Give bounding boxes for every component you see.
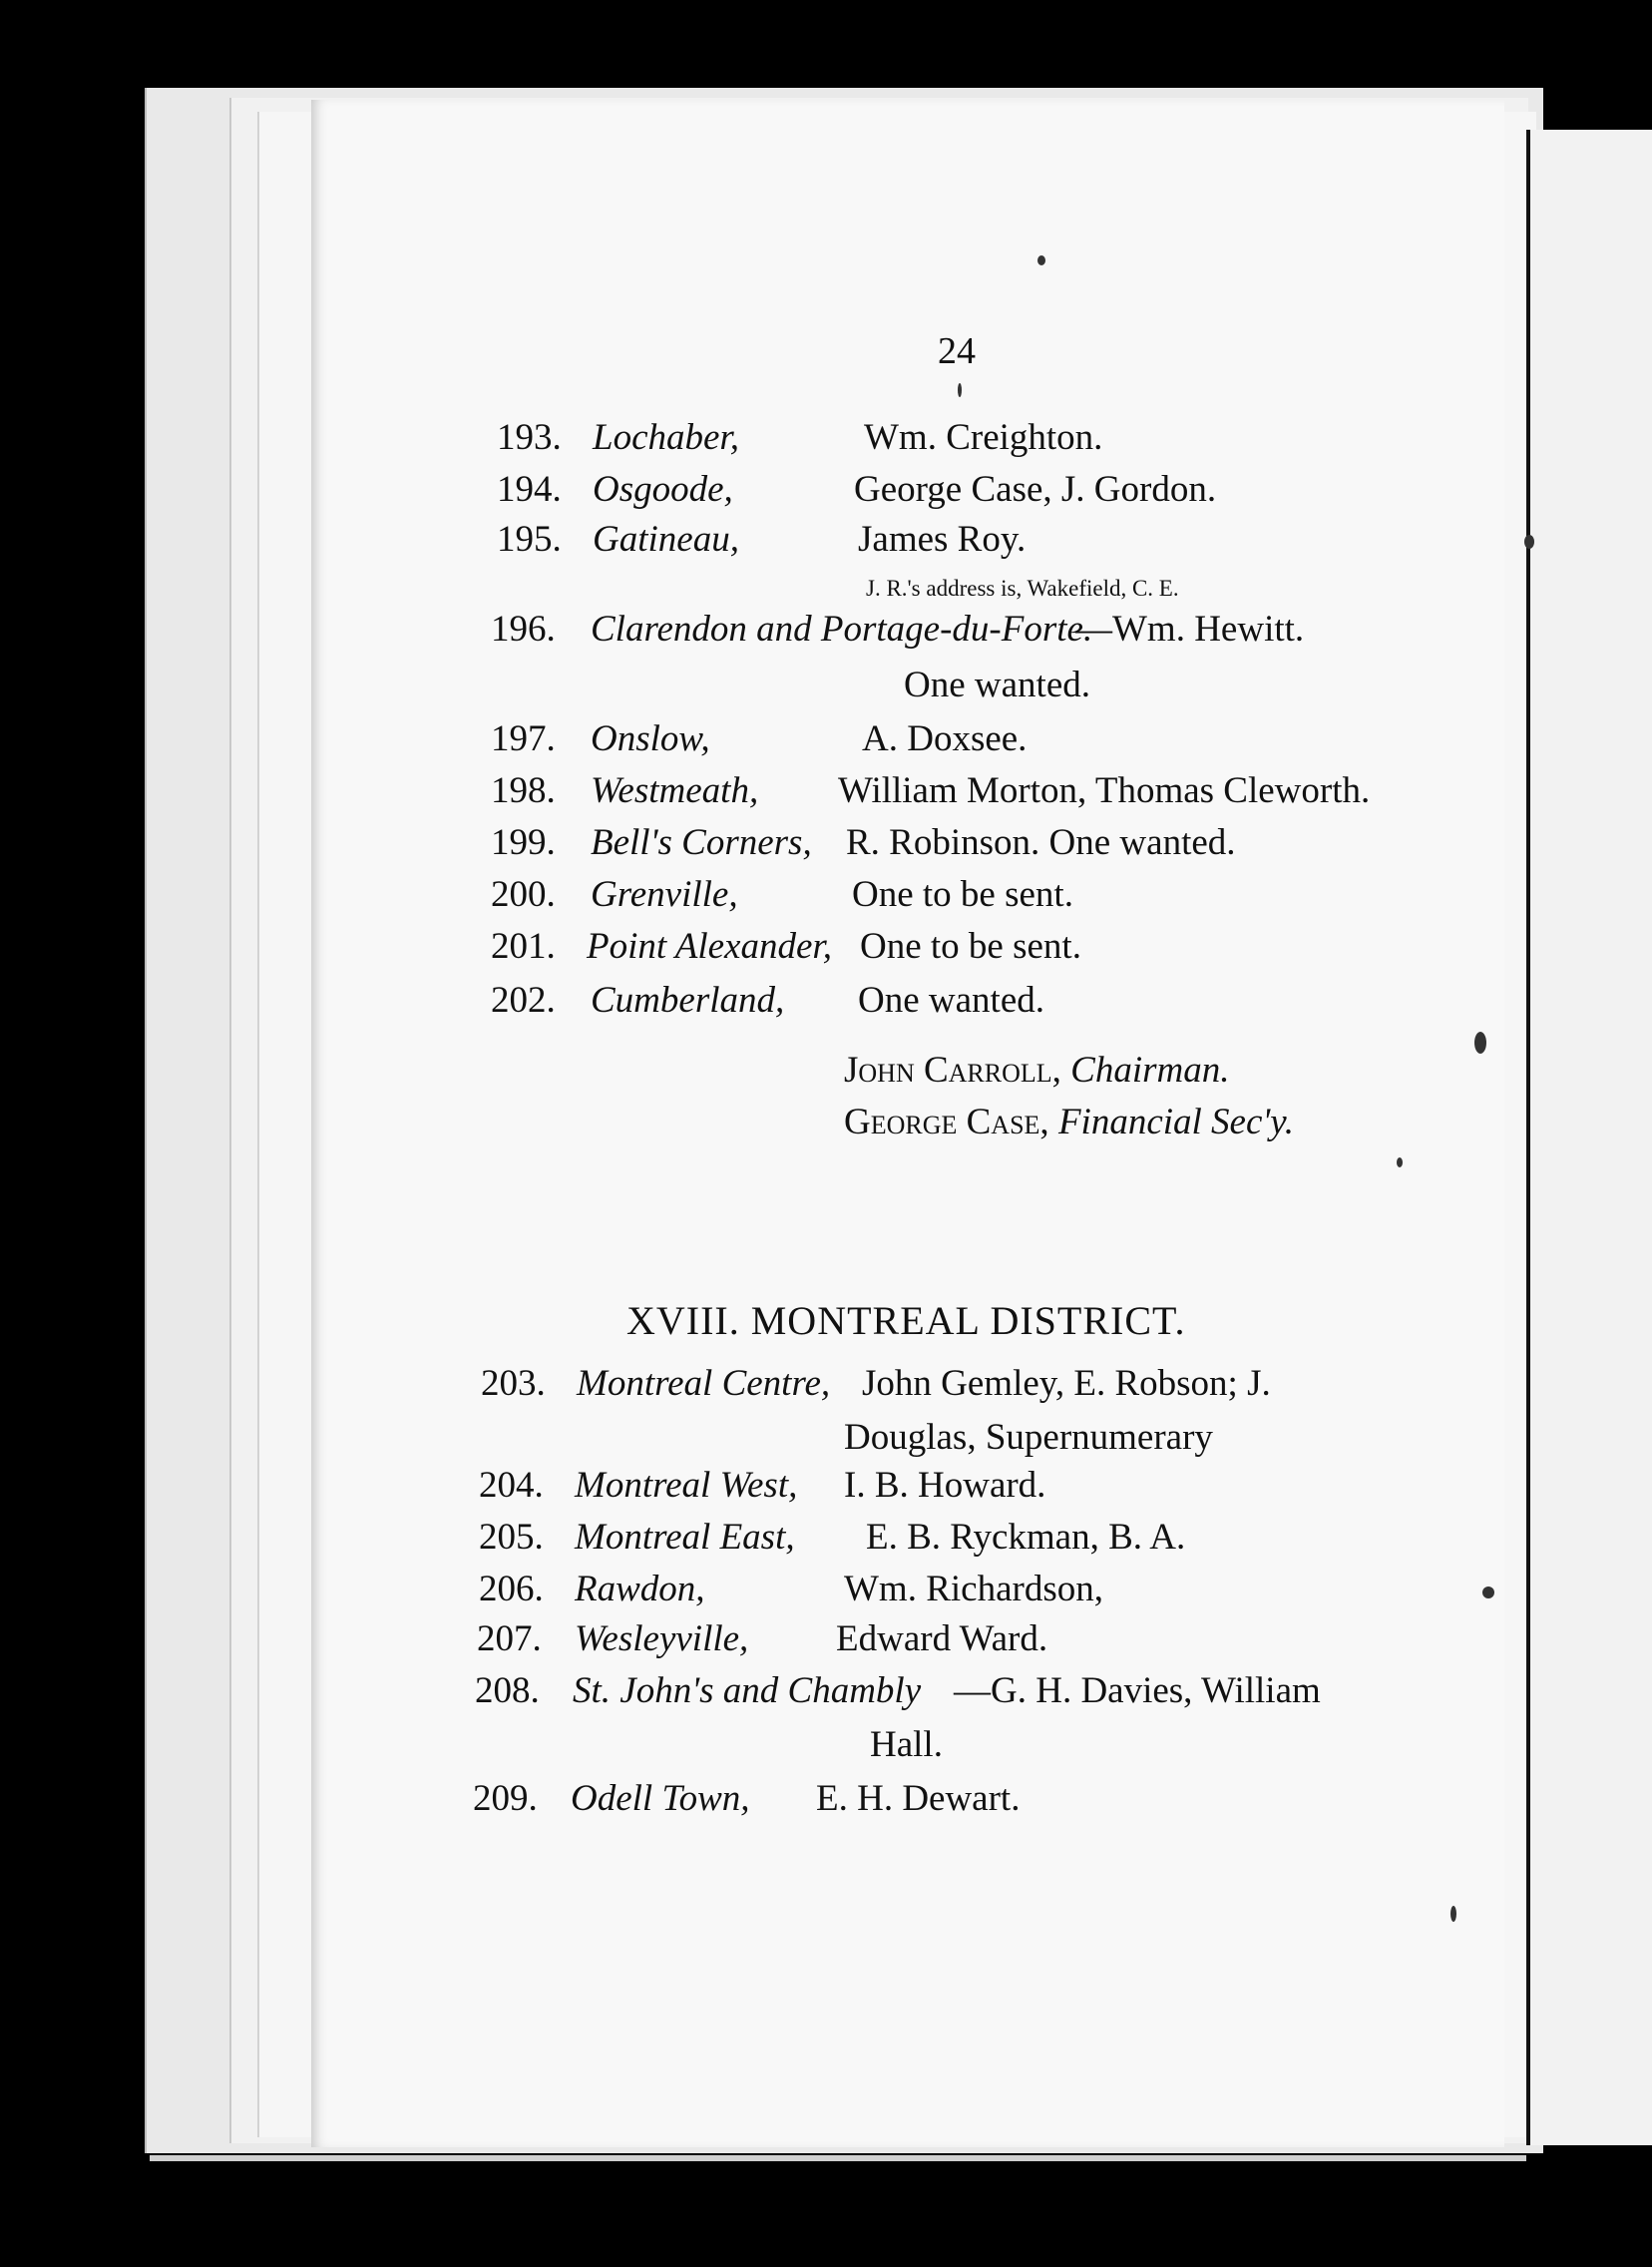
signatory-title: Financial Sec'y. — [1057, 1102, 1294, 1142]
circuit-name: Lochaber, — [593, 417, 739, 458]
minister-names: One to be sent. — [852, 874, 1073, 915]
entry-number: 203. — [481, 1363, 546, 1404]
entry-number: 198. — [491, 770, 556, 811]
minister-names: Wm. Creighton. — [864, 417, 1103, 458]
circuit-name: Clarendon and Portage-du-Forte. — [591, 609, 1093, 650]
circuit-name: Onslow, — [591, 718, 710, 759]
minister-names: George Case, J. Gordon. — [854, 469, 1217, 510]
entry-number: 201. — [491, 926, 556, 967]
entry-number: 193. — [497, 417, 562, 458]
entry-number: 204. — [479, 1465, 544, 1506]
entry-number: 208. — [475, 1670, 540, 1711]
signatory-title: Chairman. — [1070, 1050, 1230, 1091]
circuit-name: Gatineau, — [593, 519, 739, 560]
scan-speck — [1474, 1032, 1486, 1054]
entry-number: 194. — [497, 469, 562, 510]
minister-names: Wm. Richardson, — [844, 1569, 1103, 1609]
continuation-line: Hall. — [870, 1724, 943, 1765]
minister-names: R. Robinson. One wanted. — [846, 822, 1236, 863]
minister-names: E. H. Dewart. — [816, 1778, 1021, 1819]
scan-speck — [958, 383, 962, 397]
minister-names: Edward Ward. — [836, 1618, 1048, 1659]
signatory-name: George Case, — [844, 1102, 1049, 1142]
circuit-name: Cumberland, — [591, 980, 785, 1021]
circuit-name: Odell Town, — [571, 1778, 750, 1819]
entry-number: 197. — [491, 718, 556, 759]
minister-names: A. Doxsee. — [862, 718, 1028, 759]
page-number: 24 — [938, 330, 976, 372]
section-heading: XVIII. MONTREAL DISTRICT. — [626, 1298, 1186, 1343]
entry-number: 202. — [491, 980, 556, 1021]
continuation-line: One wanted. — [904, 665, 1090, 705]
circuit-name: Point Alexander, — [587, 926, 832, 967]
minister-names: John Gemley, E. Robson; J. — [862, 1363, 1271, 1404]
scan-speck — [1524, 535, 1534, 549]
circuit-name: St. John's and Chambly — [573, 1670, 922, 1711]
circuit-name: Grenville, — [591, 874, 738, 915]
signature-line — [844, 1052, 1230, 1089]
circuit-name: Montreal East, — [575, 1517, 795, 1558]
minister-names: William Morton, Thomas Cleworth. — [838, 770, 1371, 811]
address-note: J. R.'s address is, Wakefield, C. E. — [866, 576, 1179, 601]
circuit-name: Wesleyville, — [575, 1618, 749, 1659]
entry-number: 195. — [497, 519, 562, 560]
entry-number: 205. — [479, 1517, 544, 1558]
signatory-name: John Carroll, — [844, 1050, 1061, 1091]
page-bottom-edge — [150, 2155, 1526, 2161]
minister-names: —Wm. Hewitt. — [1075, 609, 1305, 650]
minister-names: One to be sent. — [860, 926, 1081, 967]
entry-number: 207. — [477, 1618, 542, 1659]
facing-page-edge — [1526, 130, 1652, 2145]
minister-names: E. B. Ryckman, B. A. — [866, 1517, 1186, 1558]
circuit-name: Montreal West, — [575, 1465, 798, 1506]
circuit-name: Westmeath, — [591, 770, 759, 811]
minister-names: One wanted. — [858, 980, 1044, 1021]
entry-number: 200. — [491, 874, 556, 915]
minister-names: I. B. Howard. — [844, 1465, 1046, 1506]
circuit-name: Rawdon, — [575, 1569, 705, 1609]
circuit-name: Osgoode, — [593, 469, 733, 510]
scan-speck — [1037, 255, 1045, 265]
minister-names: James Roy. — [858, 519, 1027, 560]
minister-names: —G. H. Davies, William — [954, 1670, 1321, 1711]
continuation-line: Douglas, Supernumerary — [844, 1417, 1213, 1458]
scan-speck — [1450, 1906, 1456, 1922]
scan-speck — [1482, 1587, 1494, 1598]
entry-number: 196. — [491, 609, 556, 650]
circuit-name: Bell's Corners, — [591, 822, 812, 863]
entry-number: 199. — [491, 822, 556, 863]
circuit-name: Montreal Centre, — [577, 1363, 831, 1404]
entry-number: 209. — [473, 1778, 538, 1819]
scan-speck — [1397, 1157, 1403, 1167]
entry-number: 206. — [479, 1569, 544, 1609]
signature-line — [844, 1104, 1294, 1140]
